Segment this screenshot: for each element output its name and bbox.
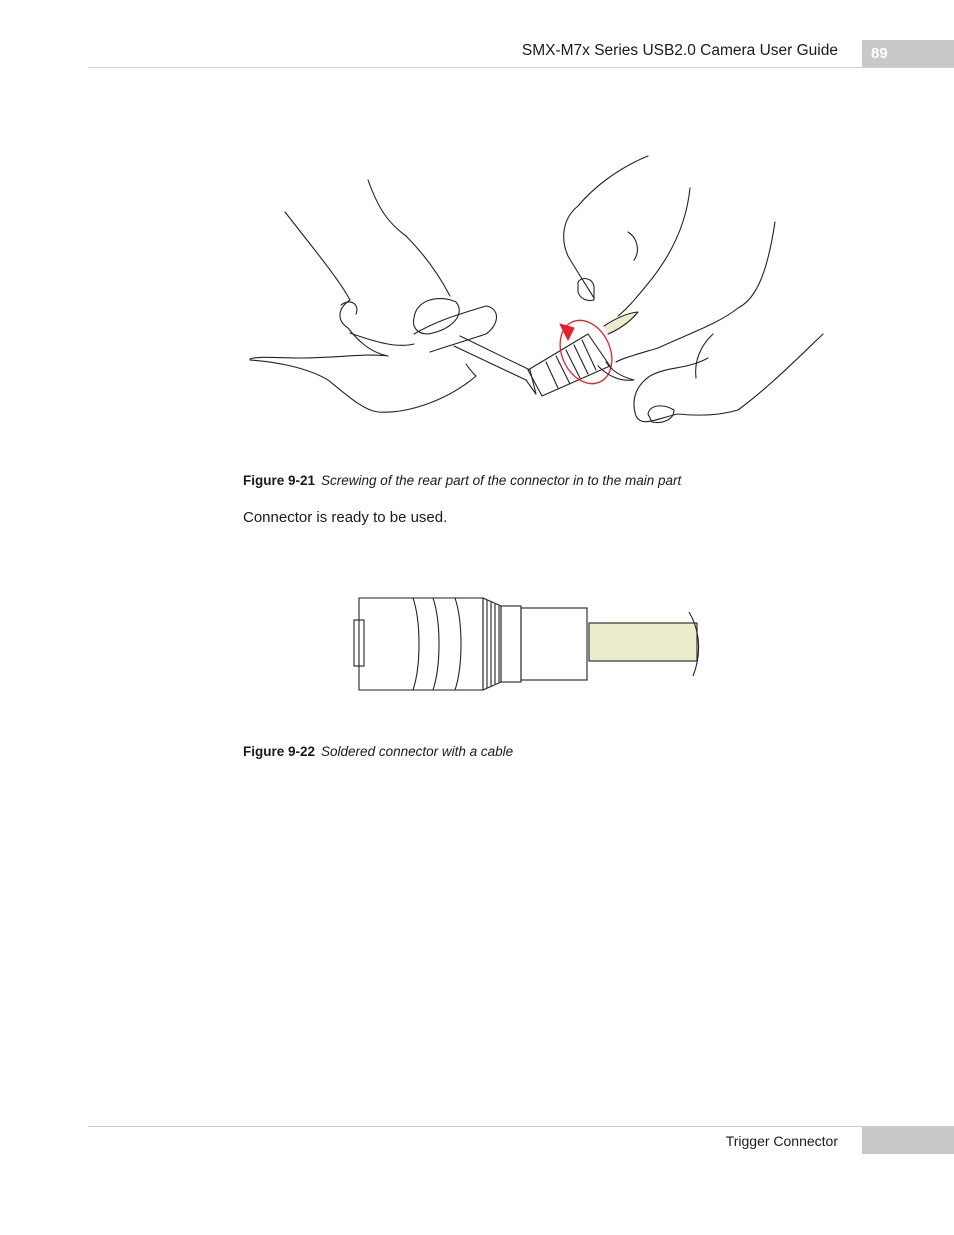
header-divider: [88, 67, 954, 68]
right-palm-top: [616, 222, 775, 362]
cable-stub: [604, 312, 638, 334]
right-hand-lower: [678, 334, 823, 415]
right-thumb-outline: [634, 358, 708, 422]
left-knuckle: [341, 302, 357, 314]
page-number-box: [862, 40, 954, 67]
footer-box: [862, 1127, 954, 1154]
left-crease-2: [466, 364, 476, 376]
left-hand-outline: [250, 212, 388, 359]
right-thumb: [598, 362, 634, 380]
connector-ring-1: [546, 362, 558, 388]
figure-9-21-illustration: [238, 148, 830, 438]
footer-section-title: Trigger Connector: [725, 1133, 838, 1149]
connector-rear-cap: [521, 608, 587, 680]
right-index-finger: [564, 156, 648, 298]
right-fingertip: [578, 279, 594, 301]
connector-front-body: [359, 598, 483, 690]
connector-body: [528, 334, 610, 396]
body-paragraph: Connector is ready to be used.: [243, 509, 448, 526]
left-index-finger: [368, 180, 450, 296]
left-thumb: [414, 306, 497, 352]
right-thumbnail: [648, 406, 674, 423]
figure-9-21-caption: [243, 473, 681, 488]
right-ring-finger: [696, 334, 713, 378]
body-groove-2: [433, 598, 439, 690]
page-number: 89: [871, 45, 888, 62]
footer-divider: [88, 1126, 954, 1127]
thread-outline: [483, 598, 501, 690]
left-crease: [350, 333, 414, 345]
figure-9-22-illustration: [345, 592, 705, 692]
body-groove-1: [413, 598, 419, 690]
figure-9-22-caption: [243, 744, 513, 759]
cable: [589, 623, 697, 661]
figure-caption-text: Screwing of the rear part of the connector in to the main part: [321, 473, 682, 488]
left-hand-lower: [250, 360, 476, 412]
figure-caption-text: Soldered connector with a cable: [321, 744, 514, 759]
connector-rear-sleeve: [501, 606, 521, 682]
right-knuckle: [628, 232, 637, 260]
body-groove-3: [455, 598, 461, 690]
right-middle-finger: [618, 188, 690, 316]
figure-label: Figure 9-22: [243, 744, 316, 759]
figure-label: Figure 9-21: [243, 473, 316, 488]
thread-band: [483, 598, 499, 690]
document-title: SMX-M7x Series USB2.0 Camera User Guide: [521, 42, 838, 59]
